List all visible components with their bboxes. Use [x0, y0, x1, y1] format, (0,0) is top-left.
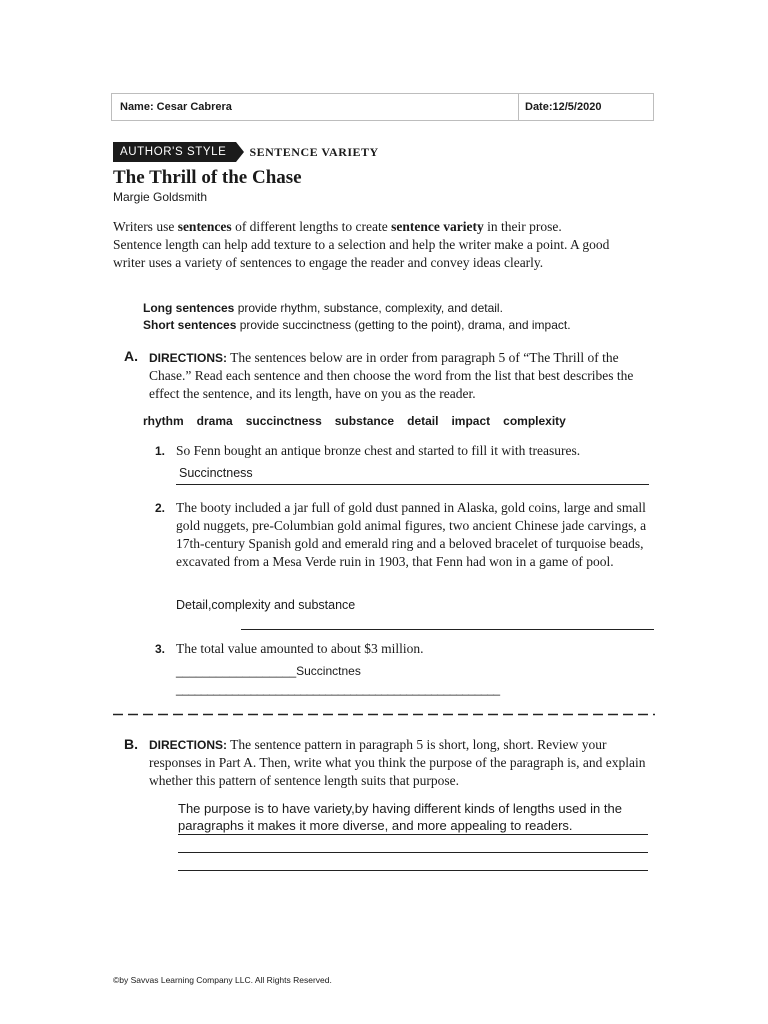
word-bank-item: complexity	[503, 414, 566, 428]
header-box	[111, 93, 654, 121]
item-2-answer[interactable]: Detail,complexity and substance	[176, 598, 356, 612]
word-bank-item: drama	[196, 414, 233, 428]
word-bank-item: substance	[334, 414, 395, 428]
part-b-letter: B.	[124, 736, 138, 752]
word-bank	[143, 414, 566, 428]
item-2-number: 2.	[155, 501, 166, 515]
item-1-number: 1.	[155, 444, 166, 458]
copyright-notice: ©by Savvas Learning Company LLC. All Rights Reserved.	[113, 975, 332, 985]
word-bank-item: rhythm	[143, 414, 184, 428]
tag-arrow-icon	[236, 142, 244, 162]
part-a-letter: A.	[124, 348, 138, 364]
selection-title: The Thrill of the Chase	[113, 167, 302, 188]
item-1-sentence: So Fenn bought an antique bronze chest and started to fill it with treasures.	[176, 443, 581, 458]
item-1-answer[interactable]: Succinctness	[179, 466, 253, 480]
topic-label: SENTENCE VARIETY	[249, 144, 379, 159]
student-name[interactable]: Name: Cesar Cabrera	[112, 94, 519, 120]
item-3-sentence: The total value amounted to about $3 million.	[176, 641, 424, 656]
word-bank-item: succinctness	[245, 414, 322, 428]
part-b-directions: DIRECTIONS: The sentence pattern in paragraph 5 is short, long, short. Review your responses in Part A. Then, write what you think the purpose of the paragraph is, and explain whether this pattern of sentence length suits that purpose.	[149, 737, 646, 788]
authors-style-label: AUTHOR'S STYLE	[113, 142, 236, 162]
item-3-answer-line: ____________________________________________________	[176, 682, 500, 696]
response-line-3	[178, 870, 648, 871]
authors-style-tag	[113, 142, 379, 162]
item-3-answer[interactable]: __________________Succinctnes	[176, 664, 361, 678]
intro-paragraph: Writers use sentences of different lengths to create sentence variety in their prose. Sentence length can help add texture to a selection and help the writer make a point. A good writer uses a variety of sentences to engage the reader and convey ideas clearly.	[113, 219, 610, 270]
word-bank-item: impact	[451, 414, 491, 428]
response-line-1	[178, 834, 648, 835]
word-bank-item: detail	[407, 414, 439, 428]
item-2-sentence: The booty included a jar full of gold dust panned in Alaska, gold coins, large and small gold nuggets, pre-Columbian gold animal figures, two ancient Chinese jade carvings, a 17th-century Spanish gold and emerald ring and a beloved bracelet of turquoise beads, excavated from a Mesa Verde ruin in 1903, that Fenn had won in a game of pool.	[176, 500, 647, 569]
section-divider	[113, 713, 655, 716]
item-3-number: 3.	[155, 642, 166, 656]
part-b-response[interactable]: The purpose is to have variety,by having different kinds of lengths used in the paragraphs it makes it more diverse, and more appealing to readers.	[178, 801, 622, 833]
response-line-2	[178, 852, 648, 853]
definition-short: Short sentences provide succinctness (getting to the point), drama, and impact.	[143, 318, 571, 332]
selection-author: Margie Goldsmith	[113, 190, 208, 204]
item-1-answer-line	[176, 484, 649, 485]
definition-long: Long sentences provide rhythm, substance, complexity, and detail.	[143, 301, 503, 315]
part-a-directions: DIRECTIONS: The sentences below are in order from paragraph 5 of “The Thrill of the Chase.” Read each sentence and then choose the word from the list that best describes the effect the sentence, and its length, have on you as the reader.	[149, 350, 634, 401]
item-2-answer-line	[241, 629, 654, 630]
date-field[interactable]: Date:12/5/2020	[525, 101, 602, 113]
definitions	[143, 300, 571, 334]
